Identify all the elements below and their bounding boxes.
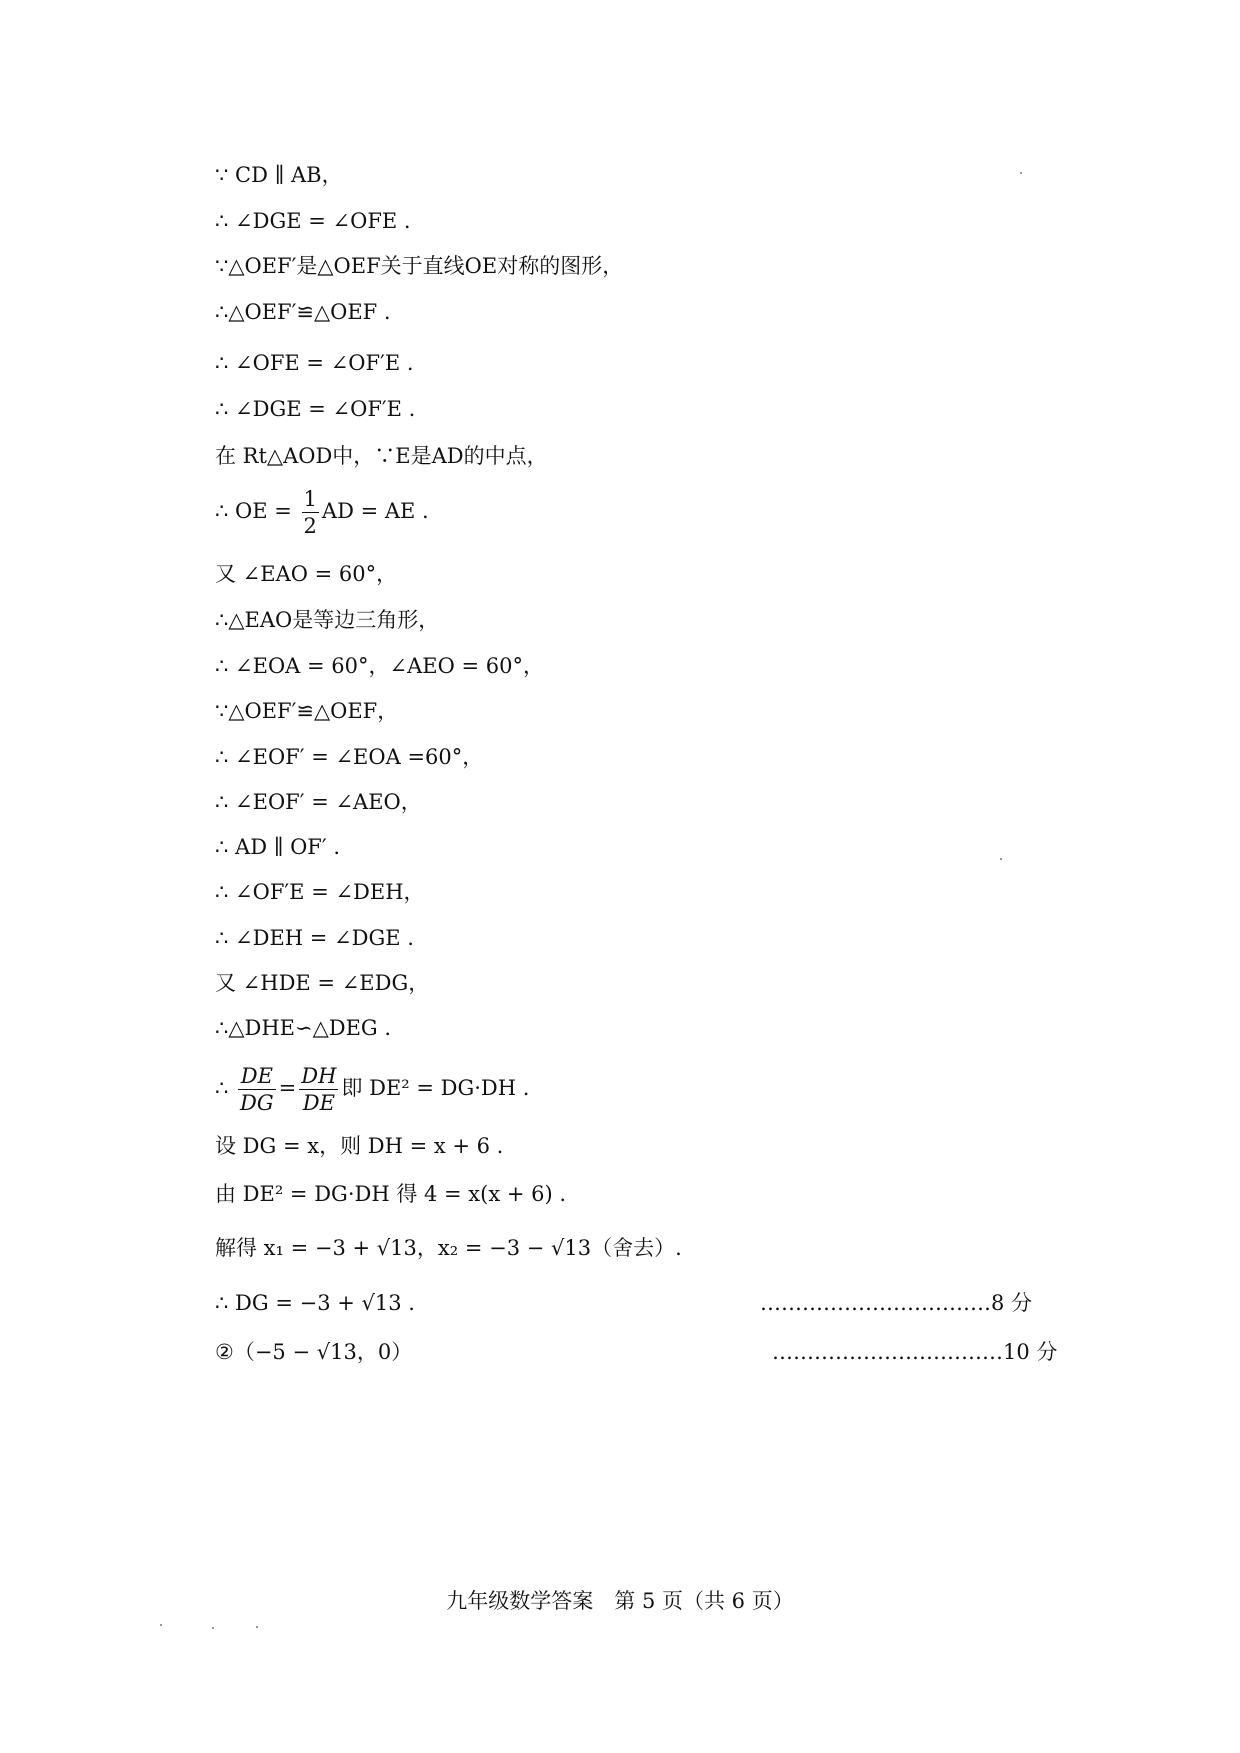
proof-line-3: ∵△OEF′是△OEF关于直线OE对称的图形， (215, 254, 624, 278)
half-numerator: 1 (303, 487, 317, 511)
ratio-prefix: ∴ (215, 1076, 236, 1100)
proof-line-2: ∴ ∠DGE = ∠OFE . (215, 209, 411, 233)
proof-line-22: ∴ DG = −3 + √13 . (215, 1291, 415, 1315)
proof-line-23: ②（−5 − √13，0） (215, 1340, 413, 1364)
proof-line-10: ∴ ∠EOA = 60°，∠AEO = 60°， (215, 654, 544, 678)
proof-line-11: ∵△OEF′≌△OEF， (215, 699, 399, 723)
scan-speck (256, 1626, 258, 1628)
proof-line-ratio (215, 1063, 529, 1116)
proof-line-20: 由 DE² = DG·DH 得 4 = x(x + 6) . (215, 1182, 567, 1206)
ratio-equals: = (278, 1076, 297, 1100)
proof-line-13: ∴ ∠EOF′ = ∠AEO， (215, 790, 422, 814)
proof-line-5: ∴ ∠OFE = ∠OF′E . (215, 351, 414, 375)
ratio-fraction-de-dg (238, 1063, 276, 1116)
page-footer: 九年级数学答案 第 5 页（共 6 页） (446, 1589, 794, 1613)
ratio-fraction-dh-de (299, 1063, 338, 1116)
scan-speck (1020, 172, 1022, 174)
proof-line-1: ∵ CD ∥ AB， (215, 163, 343, 187)
proof-line-19: 设 DG = x，则 DH = x + 6 . (215, 1134, 504, 1158)
ratio-2-numerator: DH (301, 1064, 337, 1088)
proof-line-17: 又 ∠HDE = ∠EDG， (215, 971, 430, 995)
scan-speck (212, 1627, 214, 1629)
ratio-1-denominator: DG (240, 1091, 274, 1115)
half-fraction (302, 486, 319, 539)
proof-line-15: ∴ ∠OF′E = ∠DEH， (215, 880, 425, 904)
proof-line-8: 又 ∠EAO = 60°， (215, 562, 398, 586)
ratio-suffix: 即 DE² = DG·DH . (341, 1076, 530, 1100)
ratio-2-denominator: DE (302, 1091, 335, 1115)
proof-line-oe (215, 486, 429, 539)
proof-line-9: ∴△EAO是等边三角形， (215, 608, 440, 632)
oe-suffix: AD = AE . (321, 499, 429, 523)
score-8-points: ……………………………8 分 (760, 1291, 1033, 1315)
scan-speck (1000, 858, 1002, 860)
proof-line-14: ∴ AD ∥ OF′ . (215, 835, 340, 859)
scan-speck (160, 1624, 162, 1626)
oe-prefix: ∴ OE = (215, 499, 299, 523)
score-10-points: ……………………………10 分 (772, 1340, 1058, 1364)
ratio-1-numerator: DE (238, 1063, 276, 1090)
proof-line-21: 解得 x₁ = −3 + √13，x₂ = −3 − √13（舍去）. (215, 1236, 682, 1260)
proof-line-18: ∴△DHE∽△DEG . (215, 1016, 392, 1040)
proof-line-6: ∴ ∠DGE = ∠OF′E . (215, 397, 416, 421)
proof-line-7: 在 Rt△AOD中，∵E是AD的中点， (215, 444, 548, 468)
half-denominator: 2 (303, 514, 317, 538)
proof-line-16: ∴ ∠DEH = ∠DGE . (215, 926, 414, 950)
proof-line-4: ∴△OEF′≌△OEF . (215, 300, 391, 324)
proof-line-12: ∴ ∠EOF′ = ∠EOA =60°， (215, 745, 484, 769)
